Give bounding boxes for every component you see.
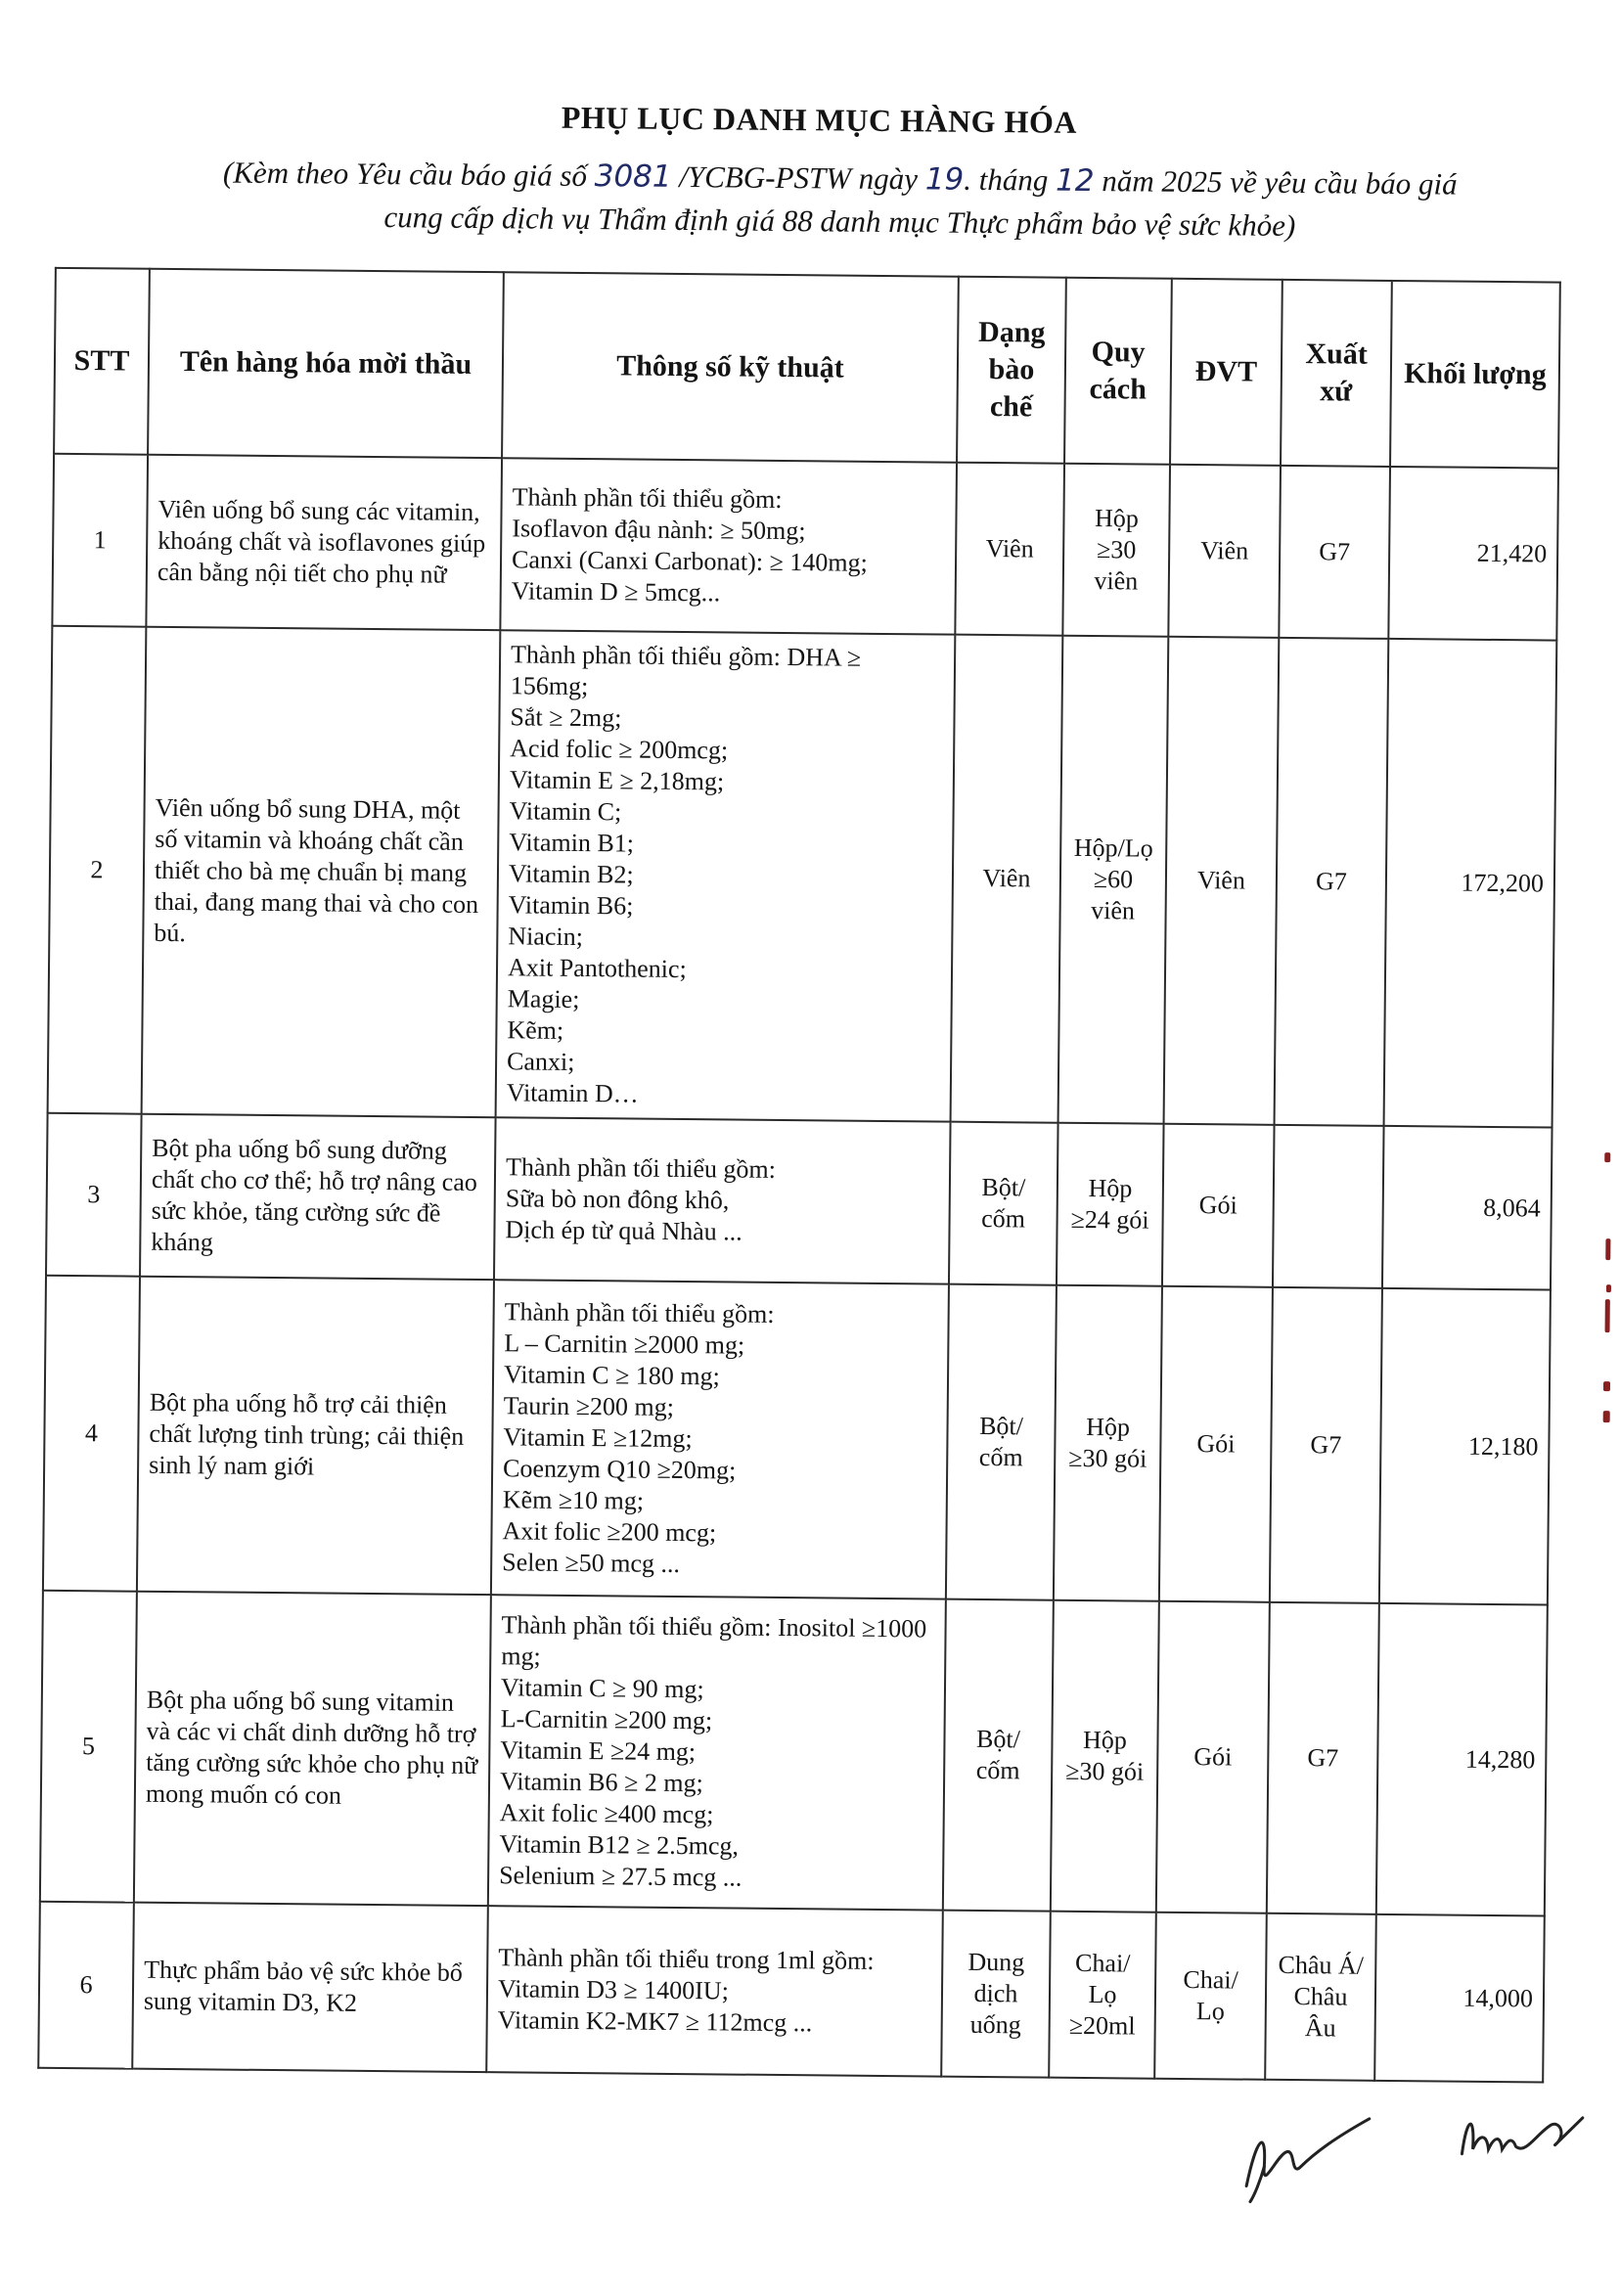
spec-line: L-Carnitin ≥200 mg; [500,1704,713,1735]
cell-stt: 3 [46,1113,142,1277]
spec-line: Thành phần tối thiểu trong 1ml gồm: [498,1943,875,1975]
cell-stt: 6 [38,1902,134,2069]
scan-mark [1606,1284,1611,1292]
cell-unit: Viên [1164,637,1280,1125]
cell-form: Viên [951,635,1063,1123]
spec-line: Axit folic ≥200 mcg; [502,1516,717,1548]
spec-line: Thành phần tối thiểu gồm: Inositol ≥1000 mg; [501,1610,927,1671]
header-form: Dạng bào chế [957,277,1066,464]
subtitle-text-2: /YCBG-PSTW ngày [671,158,925,197]
cell-qty: 12,180 [1379,1288,1551,1605]
spec-line: Thành phần tối thiểu gồm: DHA ≥ 156mg; [510,640,862,701]
cell-name: Viên uống bổ sung DHA, một số vitamin và khoáng chất cần thiết cho bà mẹ chuẩn bị mang thai, đang mang thai và cho con bú. [142,627,501,1117]
spec-line: Coenzym Q10 ≥20mg; [503,1454,737,1485]
spec-line: Sắt ≥ 2mg; [510,702,622,733]
handwritten-request-number: 3081 [594,158,672,195]
cell-origin: G7 [1270,1287,1382,1603]
cell-unit: Viên [1168,465,1281,638]
cell-stt: 4 [43,1276,140,1592]
subtitle-text-1: (Kèm theo Yêu cầu báo giá số [222,155,595,194]
spec-line: Vitamin B2; [508,859,634,889]
header-qty: Khối lượng [1390,281,1560,469]
spec-line: Vitamin E ≥12mg; [503,1422,693,1454]
signature-left-tail [1250,2167,1264,2202]
subtitle-text-4: năm 2025 về yêu cầu báo giá [1094,163,1458,202]
spec-line: Sữa bò non đông khô, [505,1184,730,1215]
spec-line: Thành phần tối thiểu gồm: [505,1152,777,1184]
scan-mark [1604,1152,1610,1162]
cell-spec [488,1595,946,1910]
header-pack: Quy cách [1064,278,1172,465]
spec-line: Kẽm ≥10 mg; [502,1485,645,1515]
signature-left-stroke [1246,2118,1370,2187]
cell-origin: G7 [1267,1602,1379,1914]
signature-left [1237,2098,1374,2207]
handwritten-day: 19 [924,161,965,198]
cell-name: Thực phẩm bảo vệ sức khỏe bổ sung vitamin D3, K2 [132,1903,488,2072]
spec-line: Thành phần tối thiểu gồm: [512,482,783,514]
cell-qty: 172,200 [1384,639,1557,1128]
cell-form: Viên [955,463,1064,636]
spec-line: L – Carnitin ≥2000 mg; [504,1328,745,1360]
spec-line: Axit Pantothenic; [507,953,687,984]
cell-unit: Chai/ Lọ [1154,1913,1267,2080]
spec-line: Vitamin E ≥24 mg; [500,1735,697,1767]
cell-qty: 14,280 [1376,1603,1548,1916]
handwritten-month: 12 [1055,162,1095,200]
table-row [43,1276,1551,1605]
cell-qty: 8,064 [1382,1126,1552,1290]
header-origin: Xuất xứ [1281,280,1392,467]
cell-spec [486,1906,943,2076]
cell-unit: Gói [1156,1601,1270,1913]
spec-line: Axit folic ≥400 mcg; [499,1798,714,1829]
cell-unit: Gói [1159,1286,1273,1602]
spec-line: Vitamin E ≥ 2,18mg; [509,765,725,796]
spec-line: Vitamin B6; [508,890,634,921]
scan-mark [1605,1299,1610,1332]
cell-qty: 14,000 [1374,1914,1545,2083]
cell-pack: Hộp ≥24 gói [1057,1123,1164,1286]
cell-unit: Gói [1162,1124,1275,1287]
signature-right-stroke [1462,2117,1582,2155]
header-stt: STT [54,268,150,455]
spec-line: Vitamin D ≥ 5mcg... [511,576,721,608]
cell-stt: 2 [48,626,147,1114]
cell-form: Bột/ cốm [946,1284,1057,1600]
spec-line: Vitamin B12 ≥ 2.5mcg, [499,1829,740,1861]
cell-name: Bột pha uống bổ sung vitamin và các vi chất dinh dưỡng hỗ trợ tăng cường sức khỏe cho phụ nữ mong muốn có con [134,1592,491,1906]
spec-line: Niacin; [508,922,584,952]
cell-form: Dung dịch uống [941,1911,1051,2078]
cell-form: Bột/ cốm [943,1599,1054,1912]
spec-line: Vitamin C ≥ 180 mg; [503,1360,720,1391]
spec-line: Vitamin B1; [509,828,635,858]
spec-line: Magie; [507,984,580,1014]
spec-line: Canxi; [506,1047,575,1076]
cell-origin: G7 [1279,466,1390,639]
cell-stt: 5 [40,1591,137,1903]
cell-form: Bột/ cốm [949,1122,1058,1285]
spec-line: Vitamin K2-MK7 ≥ 112mcg ... [497,2005,813,2038]
goods-table [37,267,1561,2084]
scan-mark [1605,1238,1610,1260]
document-title: PHỤ LỤC DANH MỤC HÀNG HÓA [561,99,1078,140]
spec-line: Acid folic ≥ 200mcg; [510,734,729,765]
table-row [52,454,1558,641]
spec-line: Taurin ≥200 mg; [503,1391,675,1421]
table-row [48,626,1557,1128]
table-header-row [54,268,1560,469]
cell-spec [494,1117,951,1283]
spec-line: Kẽm; [507,1015,564,1045]
subtitle-text-3: . tháng [964,161,1057,198]
table-row [38,1902,1545,2083]
spec-line: Dịch ép từ quả Nhàu ... [505,1215,742,1246]
spec-line: Isoflavon đậu nành: ≥ 50mg; [512,514,806,546]
cell-origin: G7 [1275,638,1389,1126]
cell-qty: 21,420 [1388,467,1558,641]
scan-mark [1603,1411,1610,1422]
cell-spec [496,630,956,1121]
spec-line: Vitamin C ≥ 90 mg; [500,1673,704,1704]
spec-line: Canxi (Canxi Carbonat): ≥ 140mg; [511,545,868,577]
spec-line: Selenium ≥ 27.5 mcg ... [499,1861,742,1892]
cell-origin [1273,1125,1384,1288]
cell-pack: Hộp/Lọ ≥60 viên [1058,636,1169,1124]
cell-origin: Châu Á/ Châu Âu [1265,1913,1376,2081]
subtitle-line-2: cung cấp dịch vụ Thẩm định giá 88 danh mục Thực phẩm bảo vệ sức khỏe) [383,200,1296,243]
header-unit: ĐVT [1170,279,1282,466]
signature-right [1457,2095,1585,2175]
cell-spec [491,1280,949,1598]
cell-pack: Hộp ≥30 viên [1062,464,1170,637]
document-subtitle [155,151,1525,249]
scan-mark [1603,1381,1610,1391]
cell-name: Bột pha uống bổ sung dưỡng chất cho cơ thể; hỗ trợ nâng cao sức khỏe, tăng cường sức đề kháng [140,1114,496,1280]
cell-pack: Hộp ≥30 gói [1054,1285,1162,1601]
header-spec: Thông số kỹ thuật [502,272,959,462]
cell-pack: Chai/ Lọ ≥20ml [1049,1912,1156,2079]
spec-line: Thành phần tối thiểu gồm: [504,1297,775,1328]
spec-line: Vitamin D3 ≥ 1400IU; [497,1974,730,2005]
spec-line: Vitamin B6 ≥ 2 mg; [499,1767,703,1798]
header-name: Tên hàng hóa mời thầu [148,269,504,458]
spec-line: Vitamin C; [509,796,622,827]
cell-pack: Hộp ≥30 gói [1051,1600,1159,1913]
table-row [46,1113,1552,1290]
cell-name: Viên uống bổ sung các vitamin, khoáng chất và isoflavones giúp cân bằng nội tiết cho phụ nữ [146,455,502,630]
cell-name: Bột pha uống hỗ trợ cải thiện chất lượng tinh trùng; cải thiện sinh lý nam giới [137,1277,494,1595]
cell-stt: 1 [52,454,148,627]
spec-line: Vitamin D… [506,1078,639,1108]
spec-line: Selen ≥50 mcg ... [502,1548,681,1579]
table-row [40,1591,1548,1916]
cell-spec [500,458,957,634]
